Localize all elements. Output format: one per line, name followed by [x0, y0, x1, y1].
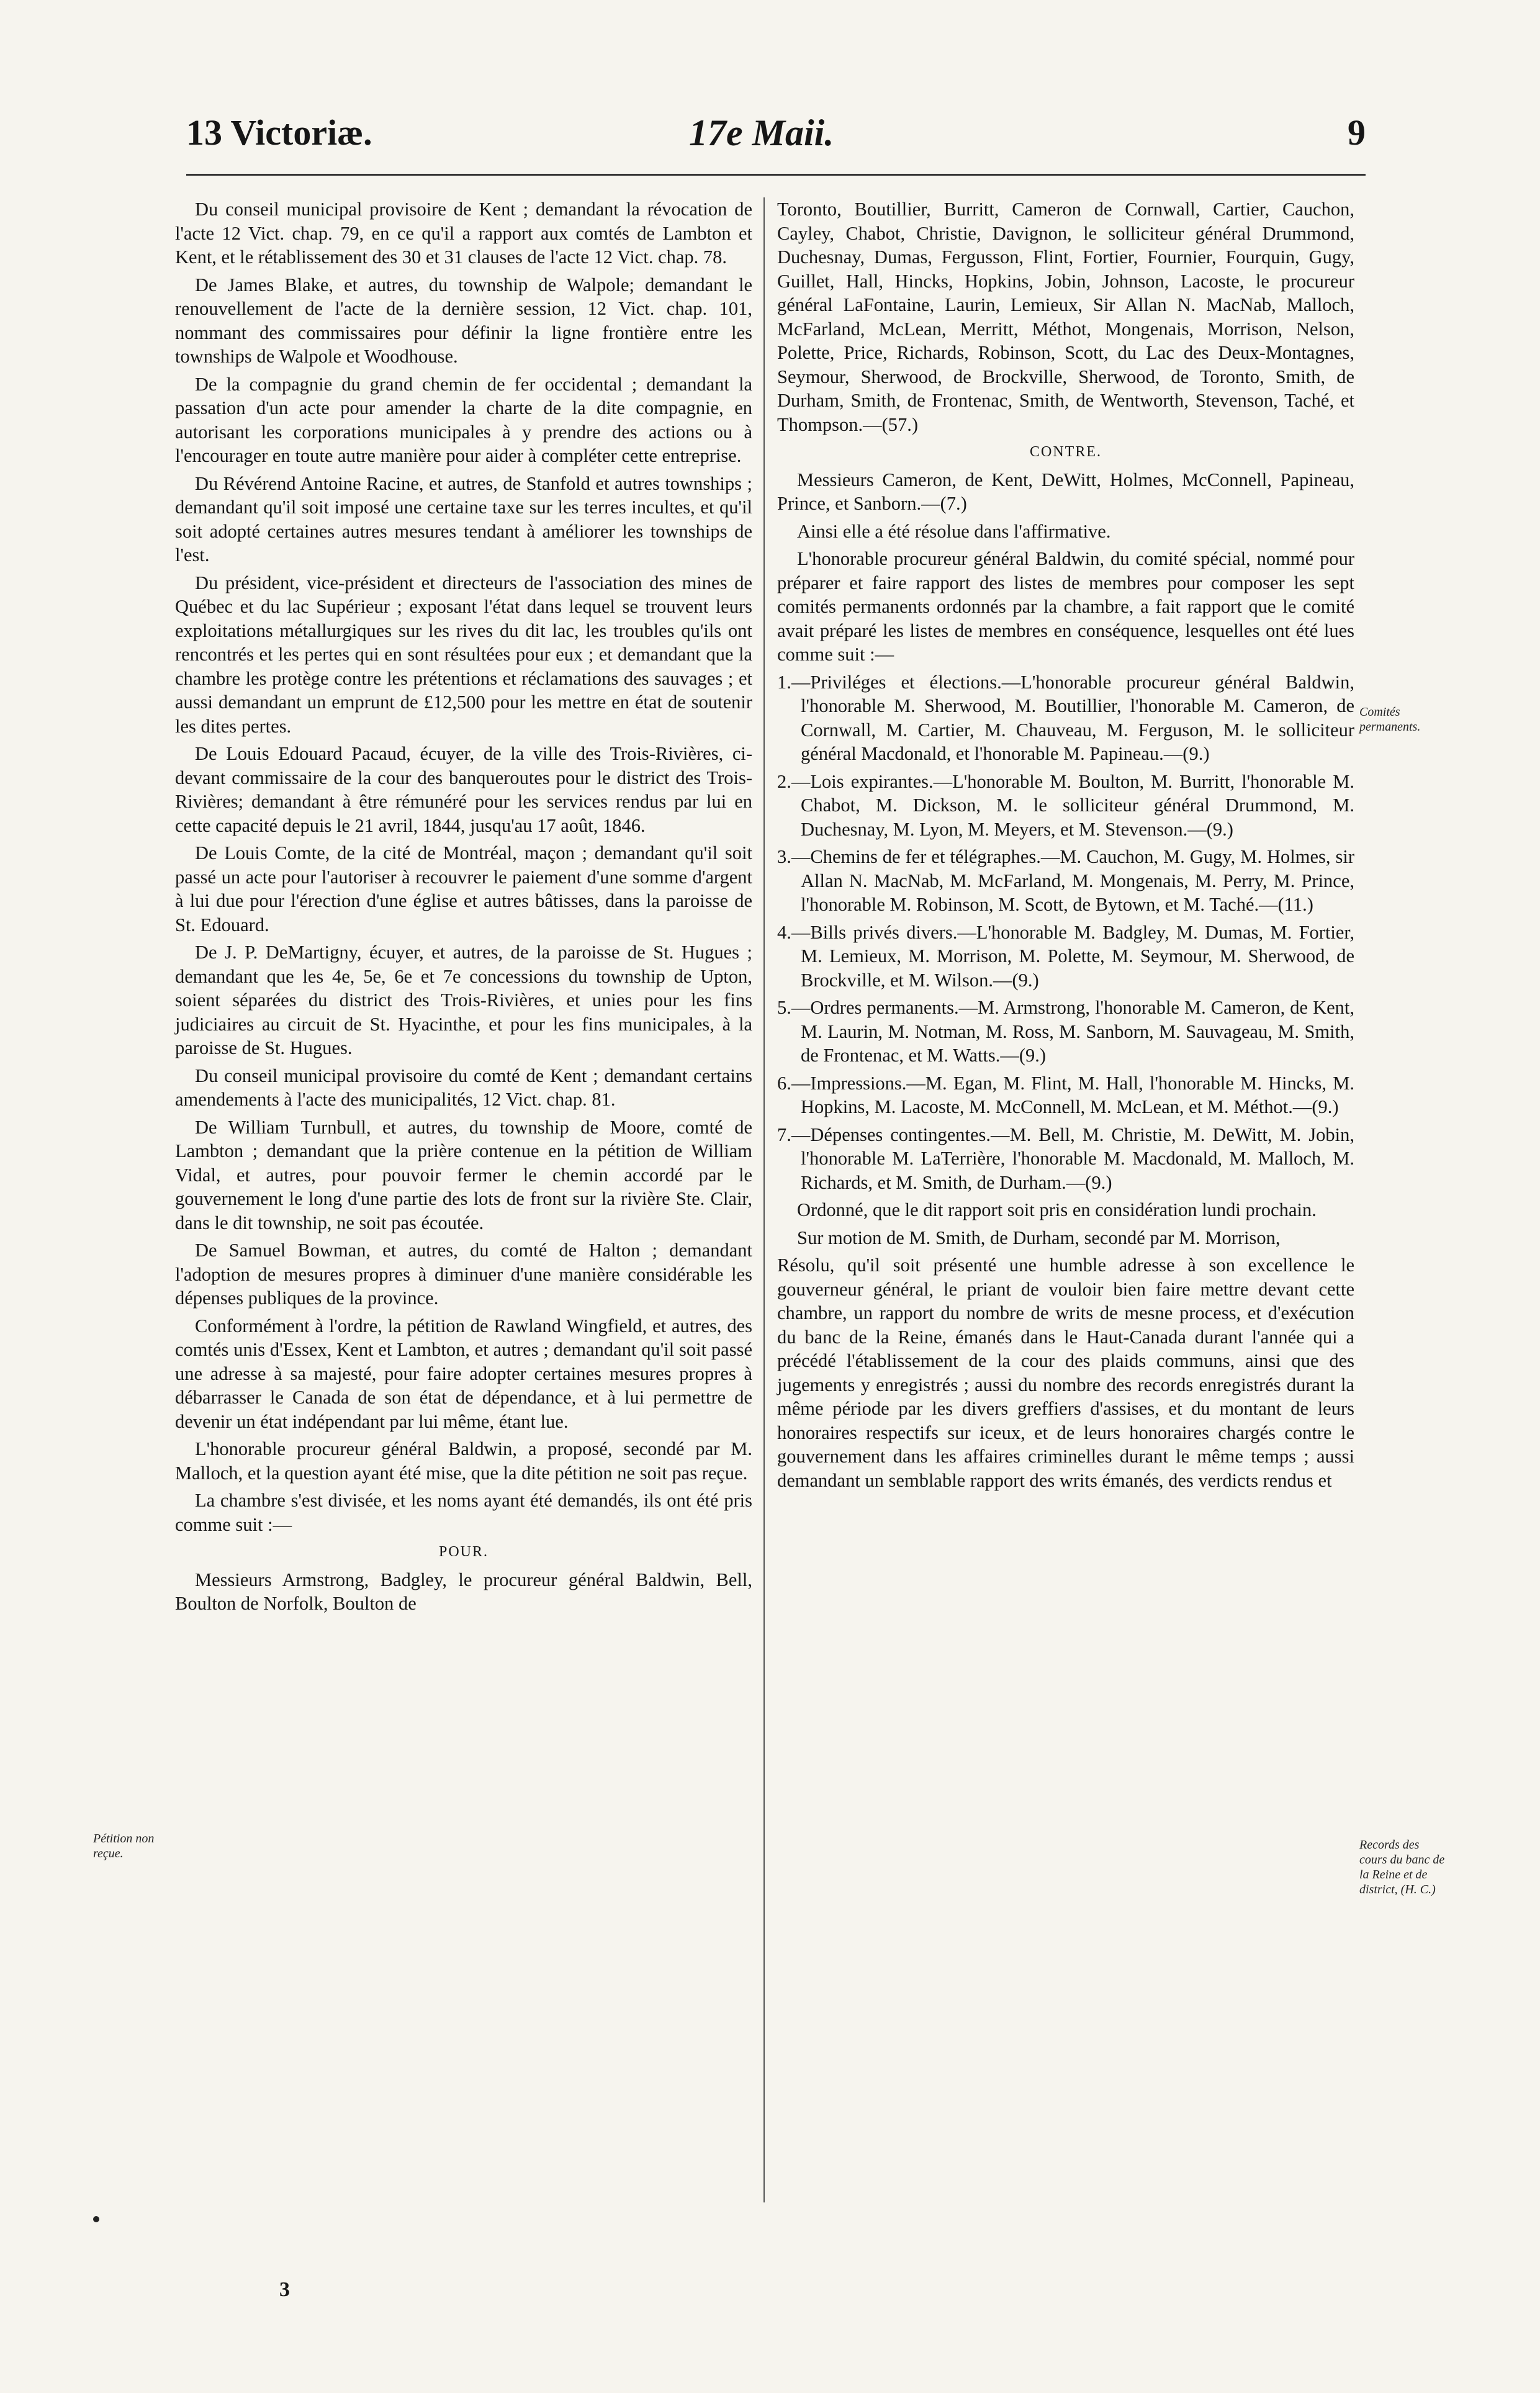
- column-divider: [763, 197, 765, 2202]
- right-column: [777, 197, 1354, 2308]
- committee-item: 3.—Chemins de fer et télégraphes.—M. Cauchon, M. Gugy, M. Holmes, sir Allan N. MacNab, M. McFarland, M. Mongenais, M. Perry, M. Prince, l'honorable M. Robinson, M. Scott, de Bytown, et M. Taché.—(11.): [777, 846, 1354, 915]
- committee-item: 2.—Lois expirantes.—L'honorable M. Boulton, M. Burritt, l'honorable M. Chabot, M. Dickson, M. le solliciteur général Drummond, M. Duchesnay, M. Lyon, M. Meyers, et M. Stevenson.—(9.): [777, 770, 1354, 840]
- vote-heading-for: POUR.: [438, 1544, 489, 1560]
- header-date: 17e Maii.: [689, 112, 834, 153]
- paragraph: La chambre s'est divisée, et les noms ayant été demandés, ils ont été pris comme suit :—: [175, 1490, 752, 1535]
- paragraph: Du Révérend Antoine Racine, et autres, de Stanfold et autres townships ; demandant qu'il soit imposé une certaine taxe sur les terres incultes, et qu'il soit adopté certaines autres mesures tendant à améliorer les townships de l'est.: [175, 472, 752, 566]
- committee-item: 7.—Dépenses contingentes.—M. Bell, M. Christie, M. DeWitt, M. Jobin, l'honorable M. LaTerrière, l'honorable M. Macdonald, M. Malloch, M. Richards, et M. Smith, de Durham.—(9.): [777, 1124, 1354, 1193]
- page-number: 9: [1348, 112, 1366, 153]
- committee-item: 5.—Ordres permanents.—M. Armstrong, l'honorable M. Cameron, de Kent, M. Laurin, M. Notman, M. Ross, M. Sanborn, M. Sauvageau, M. Smith, de Frontenac, et M. Watts.—(9.): [777, 997, 1354, 1066]
- bullet-mark: [93, 2216, 99, 2222]
- paragraph: De Louis Edouard Pacaud, écuyer, de la ville des Trois-Rivières, ci-devant commissaire de la cour des banqueroutes pour le district des Trois-Rivières; demandant à être rémunéré pour les services rendus par lui en cette capacité depuis le 21 avril, 1844, jusqu'au 17 août, 1846.: [175, 743, 752, 836]
- paragraph: De la compagnie du grand chemin de fer occidental ; demandant la passation d'un acte pour amender la charte de la dite compagnie, en autorisant les corporations municipales à y prendre des actions ou à l'encourager en toute autre manière pour aider à compléter cette entreprise.: [175, 373, 752, 466]
- header-reign-year: 13 Victoriæ.: [186, 112, 372, 153]
- paragraph: Messieurs Armstrong, Badgley, le procureur général Baldwin, Bell, Boulton de Norfolk, Boulton de: [175, 1569, 752, 1614]
- paragraph: Messieurs Cameron, de Kent, DeWitt, Holmes, McConnell, Papineau, Prince, et Sanborn.—(7.): [777, 469, 1354, 514]
- paragraph: Ainsi elle a été résolue dans l'affirmative.: [797, 520, 1111, 542]
- left-column: [175, 197, 752, 2308]
- paragraph: De William Turnbull, et autres, du township de Moore, comté de Lambton ; demandant que la prière contenue en la pétition de William Vidal, et autres, pour pouvoir fermer le chemin accordé par le gouvernement le long d'une partie des lots de front sur la rivière Ste. Clair, dans le dit township, ne soit pas écoutée.: [175, 1116, 752, 1233]
- committee-item: 1.—Priviléges et élections.—L'honorable procureur général Baldwin, l'honorable M. Sherwood, M. Boutillier, l'honorable M. Cameron, de Cornwall, M. Cartier, M. Chauveau, M. Ferguson, M. le solliciteur général Macdonald, et l'honorable M. Papineau.—(9.): [777, 671, 1354, 764]
- committee-item: 6.—Impressions.—M. Egan, M. Flint, M. Hall, l'honorable M. Hincks, M. Hopkins, M. Lacoste, M. McConnell, M. McLean, et M. Méthot.—(9.): [777, 1072, 1354, 1117]
- paragraph: Conformément à l'ordre, la pétition de Rawland Wingfield, et autres, des comtés unis d'Essex, Kent et Lambton, et autres ; demandant qu'il soit passé une adresse à sa majesté, pour faire adopter certaines mesures propres à débarrasser le Canada de son état de dépendance, et à lui permettre de devenir un état indépendant par lui même, étant lue.: [175, 1315, 752, 1432]
- page-header: [186, 112, 1366, 180]
- paragraph: Du président, vice-président et directeurs de l'association des mines de Québec et du lac Supérieur ; exposant l'état dans lequel se trouvent leurs exploitations métallurgiques sur les rives du dit lac, les troubles qu'ils ont rencontrés et les pertes qui en sont résultées pour eux ; et demandant que la chambre les protège contre les prétentions et réclamations des sauvages ; et aussi demandant un emprunt de £12,500 pour les mettre en état de soutenir les dites pertes.: [175, 572, 752, 737]
- paragraph: L'honorable procureur général Baldwin, a proposé, secondé par M. Malloch, et la question ayant été mise, que la dite pétition ne soit pas reçue.: [175, 1438, 752, 1484]
- margin-note-records: Records des cours du banc de la Reine et de district, (H. C.): [1359, 1838, 1445, 1896]
- committee-item: 4.—Bills privés divers.—L'honorable M. Badgley, M. Dumas, M. Fortier, M. Lemieux, M. Morrison, M. Polette, M. Seymour, M. Sherwood, de Brockville, et M. Wilson.—(9.): [777, 921, 1354, 991]
- paragraph: Toronto, Boutillier, Burritt, Cameron de Cornwall, Cartier, Cauchon, Cayley, Chabot, Christie, Davignon, le solliciteur général Drummond, Duchesnay, Dumas, Fergusson, Flint, Fortier, Fournier, Fourquin, Gugy, Guillet, Hall, Hincks, Hopkins, Jobin, Johnson, Lacoste, le procureur général LaFontaine, Laurin, Lemieux, Sir Allan N. MacNab, Malloch, McFarland, McLean, Merritt, Méthot, Mongenais, Morrison, Nelson, Polette, Price, Richards, Robinson, Scott, du Lac des Deux-Montagnes, Seymour, Sherwood, de Brockville, Sherwood, de Toronto, Smith, de Durham, Smith, de Frontenac, Smith, de Wentworth, Stevenson, Taché, et Thompson.—(57.): [777, 199, 1354, 435]
- paragraph: Résolu, qu'il soit présenté une humble adresse à son excellence le gouverneur général, le priant de vouloir bien faire mettre devant cette chambre, un rapport du nombre de writs de mesne process, et d'exécution du banc de la Reine, émanés dans le Haut-Canada durant l'année qui a précédé l'établissement de la cour des plaids communs, ainsi que des jugements y enregistrés ; aussi du nombre des records enregistrés durant la même période par les divers greffiers d'assises, et du montant de leurs honoraires respectifs sur iceux, et de leurs honoraires chargés contre le gouvernement dans les affaires criminelles durant le même temps ; aussi demandant un semblable rapport des writs émanés, des verdicts rendus et: [777, 1255, 1354, 1491]
- vote-heading-against: CONTRE.: [1030, 444, 1102, 460]
- paragraph: De J. P. DeMartigny, écuyer, et autres, de la paroisse de St. Hugues ; demandant que les 4e, 5e, 6e et 7e concessions du township de Upton, soient séparées du district des Trois-Rivières, et unies pour les fins judiciaires au circuit de St. Hyacinthe, et pour les fins municipales, à la paroisse de St. Hugues.: [175, 942, 752, 1058]
- paragraph: Du conseil municipal provisoire de Kent ; demandant la révocation de l'acte 12 Vict. chap. 79, en ce qu'il a rapport aux comtés de Lambton et Kent, et le rétablissement des 30 et 31 clauses de l'acte 12 Vict. chap. 78.: [175, 199, 752, 268]
- margin-note-petition: Pétition non reçue.: [93, 1832, 155, 1860]
- paragraph: De Louis Comte, de la cité de Montréal, maçon ; demandant qu'il soit passé un acte pour l'autoriser à recouvrer le paiement d'une somme d'argent à lui due pour l'érection d'une église et autres bâtisses, dans la paroisse de St. Edouard.: [175, 842, 752, 935]
- margin-note-committees: Comités permanents.: [1359, 705, 1421, 734]
- signature-mark: 3: [279, 2278, 290, 2301]
- header-rule: [186, 174, 1366, 176]
- paragraph: De James Blake, et autres, du township de Walpole; demandant le renouvellement de l'acte de la dernière session, 12 Vict. chap. 101, nommant des commissaires pour définir la ligne frontière entre les townships de Walpole et Woodhouse.: [175, 274, 752, 367]
- paragraph: Sur motion de M. Smith, de Durham, secondé par M. Morrison,: [797, 1227, 1281, 1248]
- paragraph: Ordonné, que le dit rapport soit pris en considération lundi prochain.: [797, 1199, 1317, 1220]
- paragraph: L'honorable procureur général Baldwin, du comité spécial, nommé pour préparer et faire rapport des listes de membres pour composer les sept comités permanents ordonnés par la chambre, a fait rapport que le comité avait préparé les listes de membres en conséquence, lesquelles ont été lues comme suit :—: [777, 548, 1354, 665]
- paragraph: De Samuel Bowman, et autres, du comté de Halton ; demandant l'adoption de mesures propres à diminuer d'une manière considérable les dépenses publiques de la province.: [175, 1240, 752, 1309]
- paragraph: Du conseil municipal provisoire du comté de Kent ; demandant certains amendements à l'acte des municipalités, 12 Vict. chap. 81.: [175, 1065, 752, 1110]
